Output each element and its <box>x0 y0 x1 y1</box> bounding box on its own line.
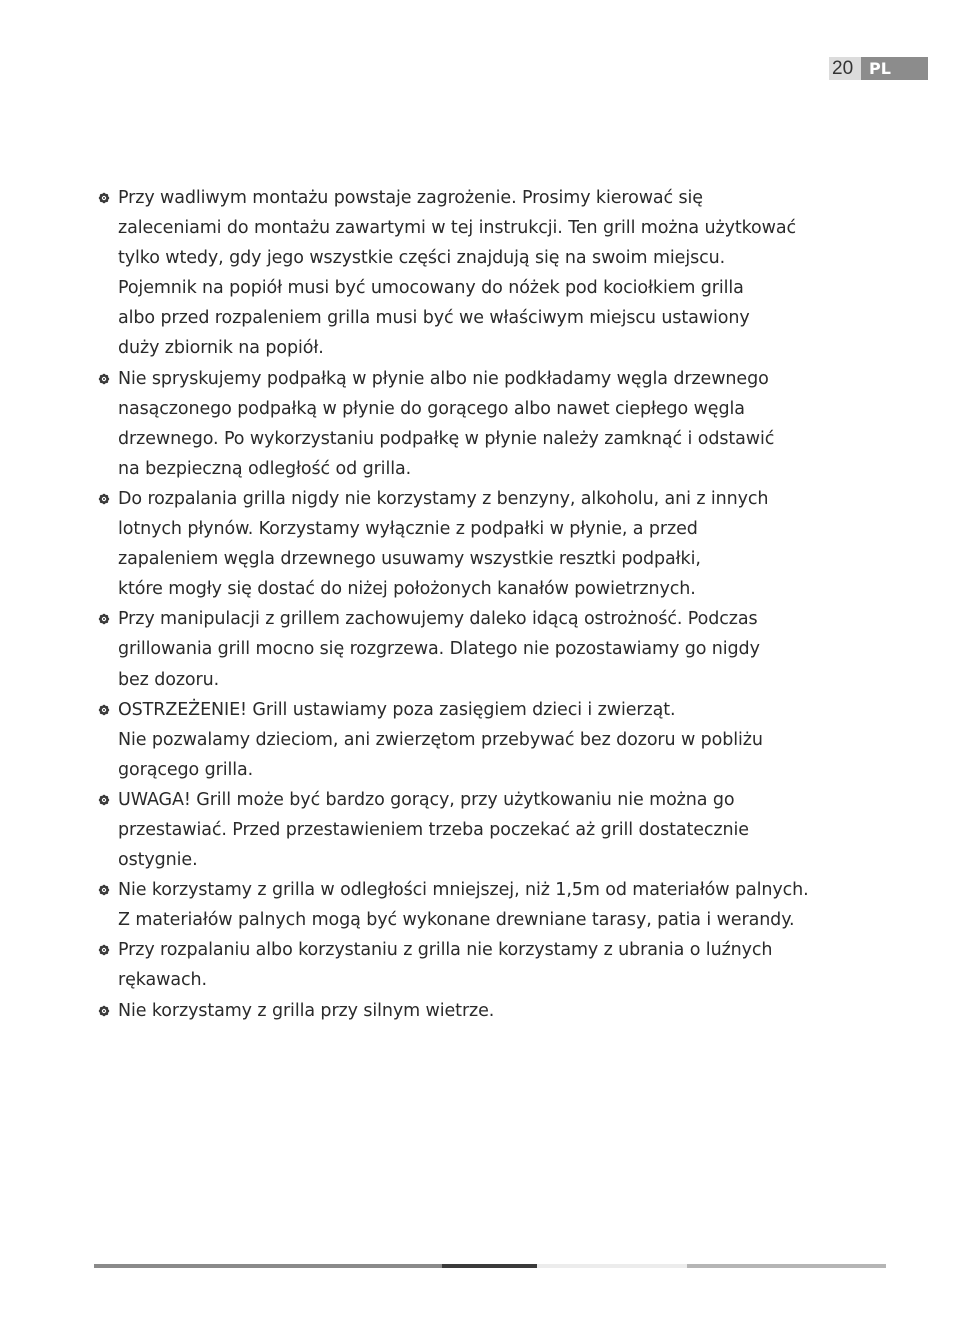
list-item-text-line: ostygnie. <box>118 850 198 871</box>
flower-bullet-icon <box>98 192 110 204</box>
list-item-text-line: Nie korzystamy z grilla w odległości mniejszej, niż 1,5m od materiałów palnych. <box>118 880 809 901</box>
list-item-text-line: które mogły się dostać do niżej położonych kanałów powietrznych. <box>118 579 696 600</box>
list-item-text-line: Nie pozwalamy dzieciom, ani zwierzętom przebywać bez dozoru w pobliżu <box>118 729 763 750</box>
list-item-text-line: tylko wtedy, gdy jego wszystkie części znajdują się na swoim miejscu. <box>118 248 726 269</box>
list-item-text-line: Nie spryskujemy podpałką w płynie albo nie podkładamy węgla drzewnego <box>118 368 769 389</box>
list-item-text-line: bez dozoru. <box>118 669 220 690</box>
flower-bullet-icon <box>98 493 110 505</box>
list-item-text-line: przestawiać. Przed przestawieniem trzeba poczekać aż grill dostatecznie <box>118 819 749 840</box>
flower-bullet-icon <box>98 373 110 385</box>
footer-rule-segment <box>537 1264 687 1268</box>
list-item <box>98 875 868 935</box>
list-item-text-line: Przy wadliwym montażu powstaje zagrożenie. Prosimy kierować się <box>118 188 703 208</box>
list-item-text-line: Z materiałów palnych mogą być wykonane drewniane tarasy, patia i werandy. <box>118 910 795 931</box>
list-item <box>98 484 868 604</box>
list-item <box>98 695 868 785</box>
list-item-text-line: grillowania grill mocno się rozgrzewa. Dlatego nie pozostawiamy go nigdy <box>118 639 760 660</box>
list-item-text-line: zapaleniem węgla drzewnego usuwamy wszystkie resztki podpałki, <box>118 549 701 570</box>
list-item-text-line: zaleceniami do montażu zawartymi w tej instrukcji. Ten grill można użytkować <box>118 218 796 239</box>
flower-bullet-icon <box>98 613 110 625</box>
list-item <box>98 996 868 1026</box>
language-code: PL <box>861 57 928 80</box>
flower-bullet-icon <box>98 884 110 896</box>
list-item-text-line: Przy rozpalaniu albo korzystaniu z grilla nie korzystamy z ubrania o luźnych <box>118 940 773 961</box>
list-item-text-line: gorącego grilla. <box>118 759 254 780</box>
list-item-text-line: lotnych płynów. Korzystamy wyłącznie z podpałki w płynie, a przed <box>118 519 698 540</box>
list-item-text-line: rękawach. <box>118 970 207 991</box>
list-item <box>98 785 868 875</box>
list-item-text-line: Przy manipulacji z grillem zachowujemy daleko idącą ostrożność. Podczas <box>118 609 758 630</box>
list-item-text-line: duży zbiornik na popiół. <box>118 338 324 359</box>
list-item-text-line: na bezpieczną odległość od grilla. <box>118 458 412 479</box>
flower-bullet-icon <box>98 704 110 716</box>
footer-rule <box>94 1264 886 1268</box>
page-number: 20 <box>829 57 861 80</box>
safety-instructions-list <box>98 183 868 1026</box>
list-item-text-line: UWAGA! Grill może być bardzo gorący, przy użytkowaniu nie można go <box>118 789 735 810</box>
page-header-badge <box>829 57 928 80</box>
list-item <box>98 364 868 484</box>
flower-bullet-icon <box>98 794 110 806</box>
list-item-text-line: albo przed rozpaleniem grilla musi być we właściwym miejscu ustawiony <box>118 308 750 329</box>
list-item <box>98 183 868 364</box>
list-item-text-line: nasączonego podpałką w płynie do gorącego albo nawet ciepłego węgla <box>118 398 745 419</box>
footer-rule-segment <box>442 1264 537 1268</box>
list-item <box>98 935 868 995</box>
footer-rule-segment <box>94 1264 442 1268</box>
list-item-text-line: Pojemnik na popiół musi być umocowany do nóżek pod kociołkiem grilla <box>118 278 744 299</box>
list-item <box>98 604 868 694</box>
flower-bullet-icon <box>98 1005 110 1017</box>
list-item-text-line: OSTRZEŻENIE! Grill ustawiamy poza zasięgiem dzieci i zwierząt. <box>118 699 676 720</box>
list-item-text-line: drzewnego. Po wykorzystaniu podpałkę w płynie należy zamknąć i odstawić <box>118 428 775 449</box>
footer-rule-segment <box>687 1264 886 1268</box>
flower-bullet-icon <box>98 944 110 956</box>
list-item-text-line: Do rozpalania grilla nigdy nie korzystamy z benzyny, alkoholu, ani z innych <box>118 488 769 509</box>
list-item-text-line: Nie korzystamy z grilla przy silnym wietrze. <box>118 1000 495 1021</box>
